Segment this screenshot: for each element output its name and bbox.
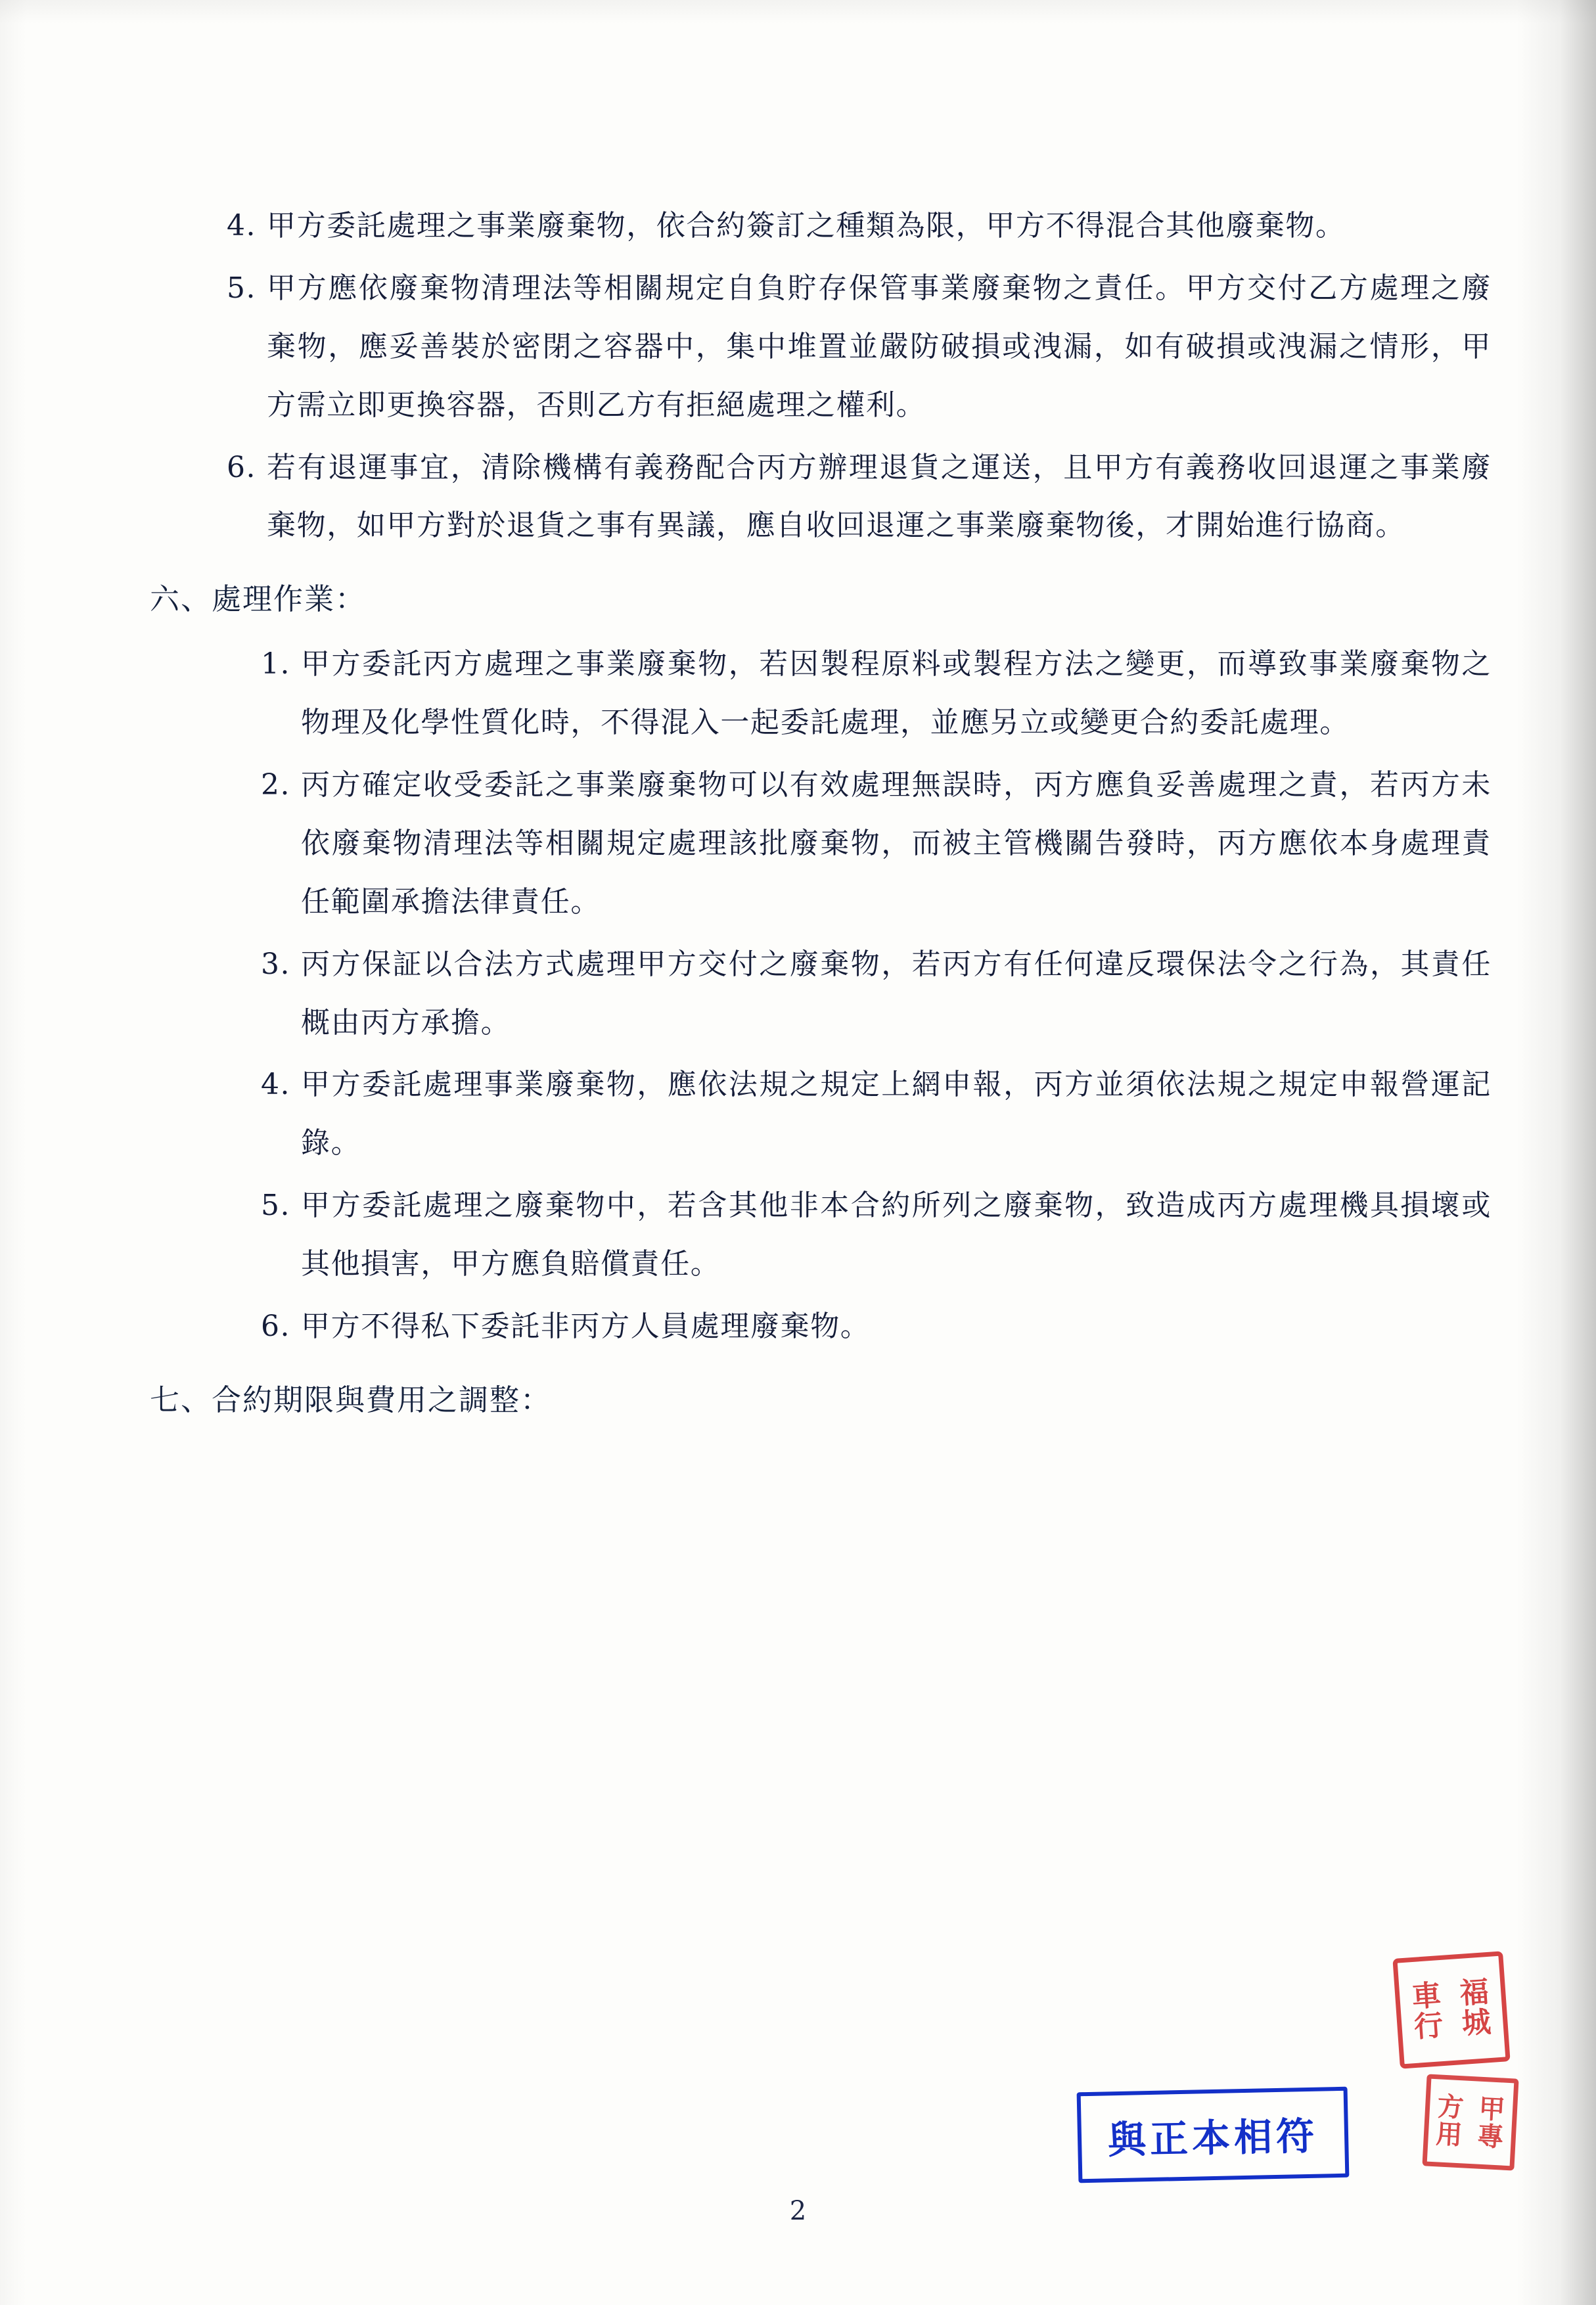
list-item-number: 6.	[227, 450, 256, 484]
list-section-five	[138, 197, 1492, 555]
page-number: 2	[789, 2196, 807, 2226]
seal-glyph: 福	[1459, 1974, 1490, 2011]
list-item	[196, 439, 1492, 556]
seal-glyph: 方	[1436, 2091, 1465, 2124]
section-heading-six: 六、處理作業：	[150, 582, 367, 617]
list-item-number: 5.	[227, 271, 256, 305]
seal-glyph: 車	[1411, 1978, 1442, 2014]
list-item-number: 4.	[227, 209, 256, 242]
company-seal-icon	[1392, 1951, 1510, 2068]
scan-shadow-right	[1517, 0, 1596, 2305]
list-item-number: 1.	[261, 647, 290, 681]
list-item	[230, 1298, 1492, 1356]
seal-glyph: 城	[1461, 2005, 1492, 2041]
seal-glyph: 甲	[1478, 2093, 1506, 2126]
section-heading-seven: 七、合約期限與費用之調整：	[150, 1382, 552, 1417]
list-item-text: 若有退運事宜，清除機構有義務配合丙方辦理退貨之運送，且甲方有義務收回退運之事業廢棄物，如甲方對於退貨之事有異議，應自收回退運之事業廢棄物後，才開始進行協商。	[267, 450, 1492, 543]
personal-seal-icon	[1422, 2074, 1518, 2170]
scan-shadow-top	[0, 0, 1596, 24]
list-item	[196, 260, 1492, 435]
list-item-text: 甲方委託丙方處理之事業廢棄物，若因製程原料或製程方法之變更，而導致事業廢棄物之物理及化學性質化時，不得混入一起委託處理，並應另立或變更合約委託處理。	[301, 647, 1492, 740]
list-item-number: 4.	[261, 1068, 290, 1102]
certification-stamp-text: 與正本相符	[1107, 2113, 1319, 2163]
seal-glyph: 行	[1413, 2009, 1444, 2044]
seal-glyph: 用	[1435, 2118, 1463, 2151]
list-item-text: 甲方委託處理之廢棄物中，若含其他非本合約所列之廢棄物，致造成丙方處理機具損壞或其他損害，甲方應負賠償責任。	[301, 1189, 1492, 1281]
list-item-number: 5.	[261, 1189, 290, 1223]
certification-stamp	[1077, 2087, 1350, 2183]
scan-shadow-left	[0, 0, 26, 2305]
list-item-text: 丙方確定收受委託之事業廢棄物可以有效處理無誤時，丙方應負妥善處理之責，若丙方未依廢棄物清理法等相關規定處理該批廢棄物，而被主管機關告發時，丙方應依本身處理責任範圍承擔法律責任。	[301, 768, 1492, 919]
list-item-text: 甲方委託處理事業廢棄物，應依法規之規定上網申報，丙方並須依法規之規定申報營運記錄。	[301, 1068, 1492, 1160]
seal-glyph: 專	[1476, 2120, 1505, 2153]
list-item	[230, 756, 1492, 932]
list-item	[230, 1177, 1492, 1294]
list-item-text: 甲方應依廢棄物清理法等相關規定自負貯存保管事業廢棄物之責任。甲方交付乙方處理之廢棄物，應妥善裝於密閉之容器中，集中堆置並嚴防破損或洩漏，如有破損或洩漏之情形，甲方需立即更換容器，否則乙方有拒絕處理之權利。	[267, 271, 1492, 422]
document-body	[138, 197, 1492, 1436]
list-item	[230, 635, 1492, 752]
list-item-number: 3.	[261, 947, 290, 981]
list-item-text: 丙方保証以合法方式處理甲方交付之廢棄物，若丙方有任何違反環保法令之行為，其責任概由丙方承擔。	[301, 947, 1492, 1039]
list-item	[230, 936, 1492, 1053]
list-item-text: 甲方不得私下委託非丙方人員處理廢棄物。	[301, 1309, 871, 1343]
list-section-six	[138, 635, 1492, 1356]
list-item-number: 2.	[261, 768, 290, 802]
list-item	[230, 1056, 1492, 1173]
list-item-text: 甲方委託處理之事業廢棄物，依合約簽訂之種類為限，甲方不得混合其他廢棄物。	[267, 209, 1346, 242]
list-item-number: 6.	[261, 1309, 290, 1343]
list-item	[196, 197, 1492, 256]
